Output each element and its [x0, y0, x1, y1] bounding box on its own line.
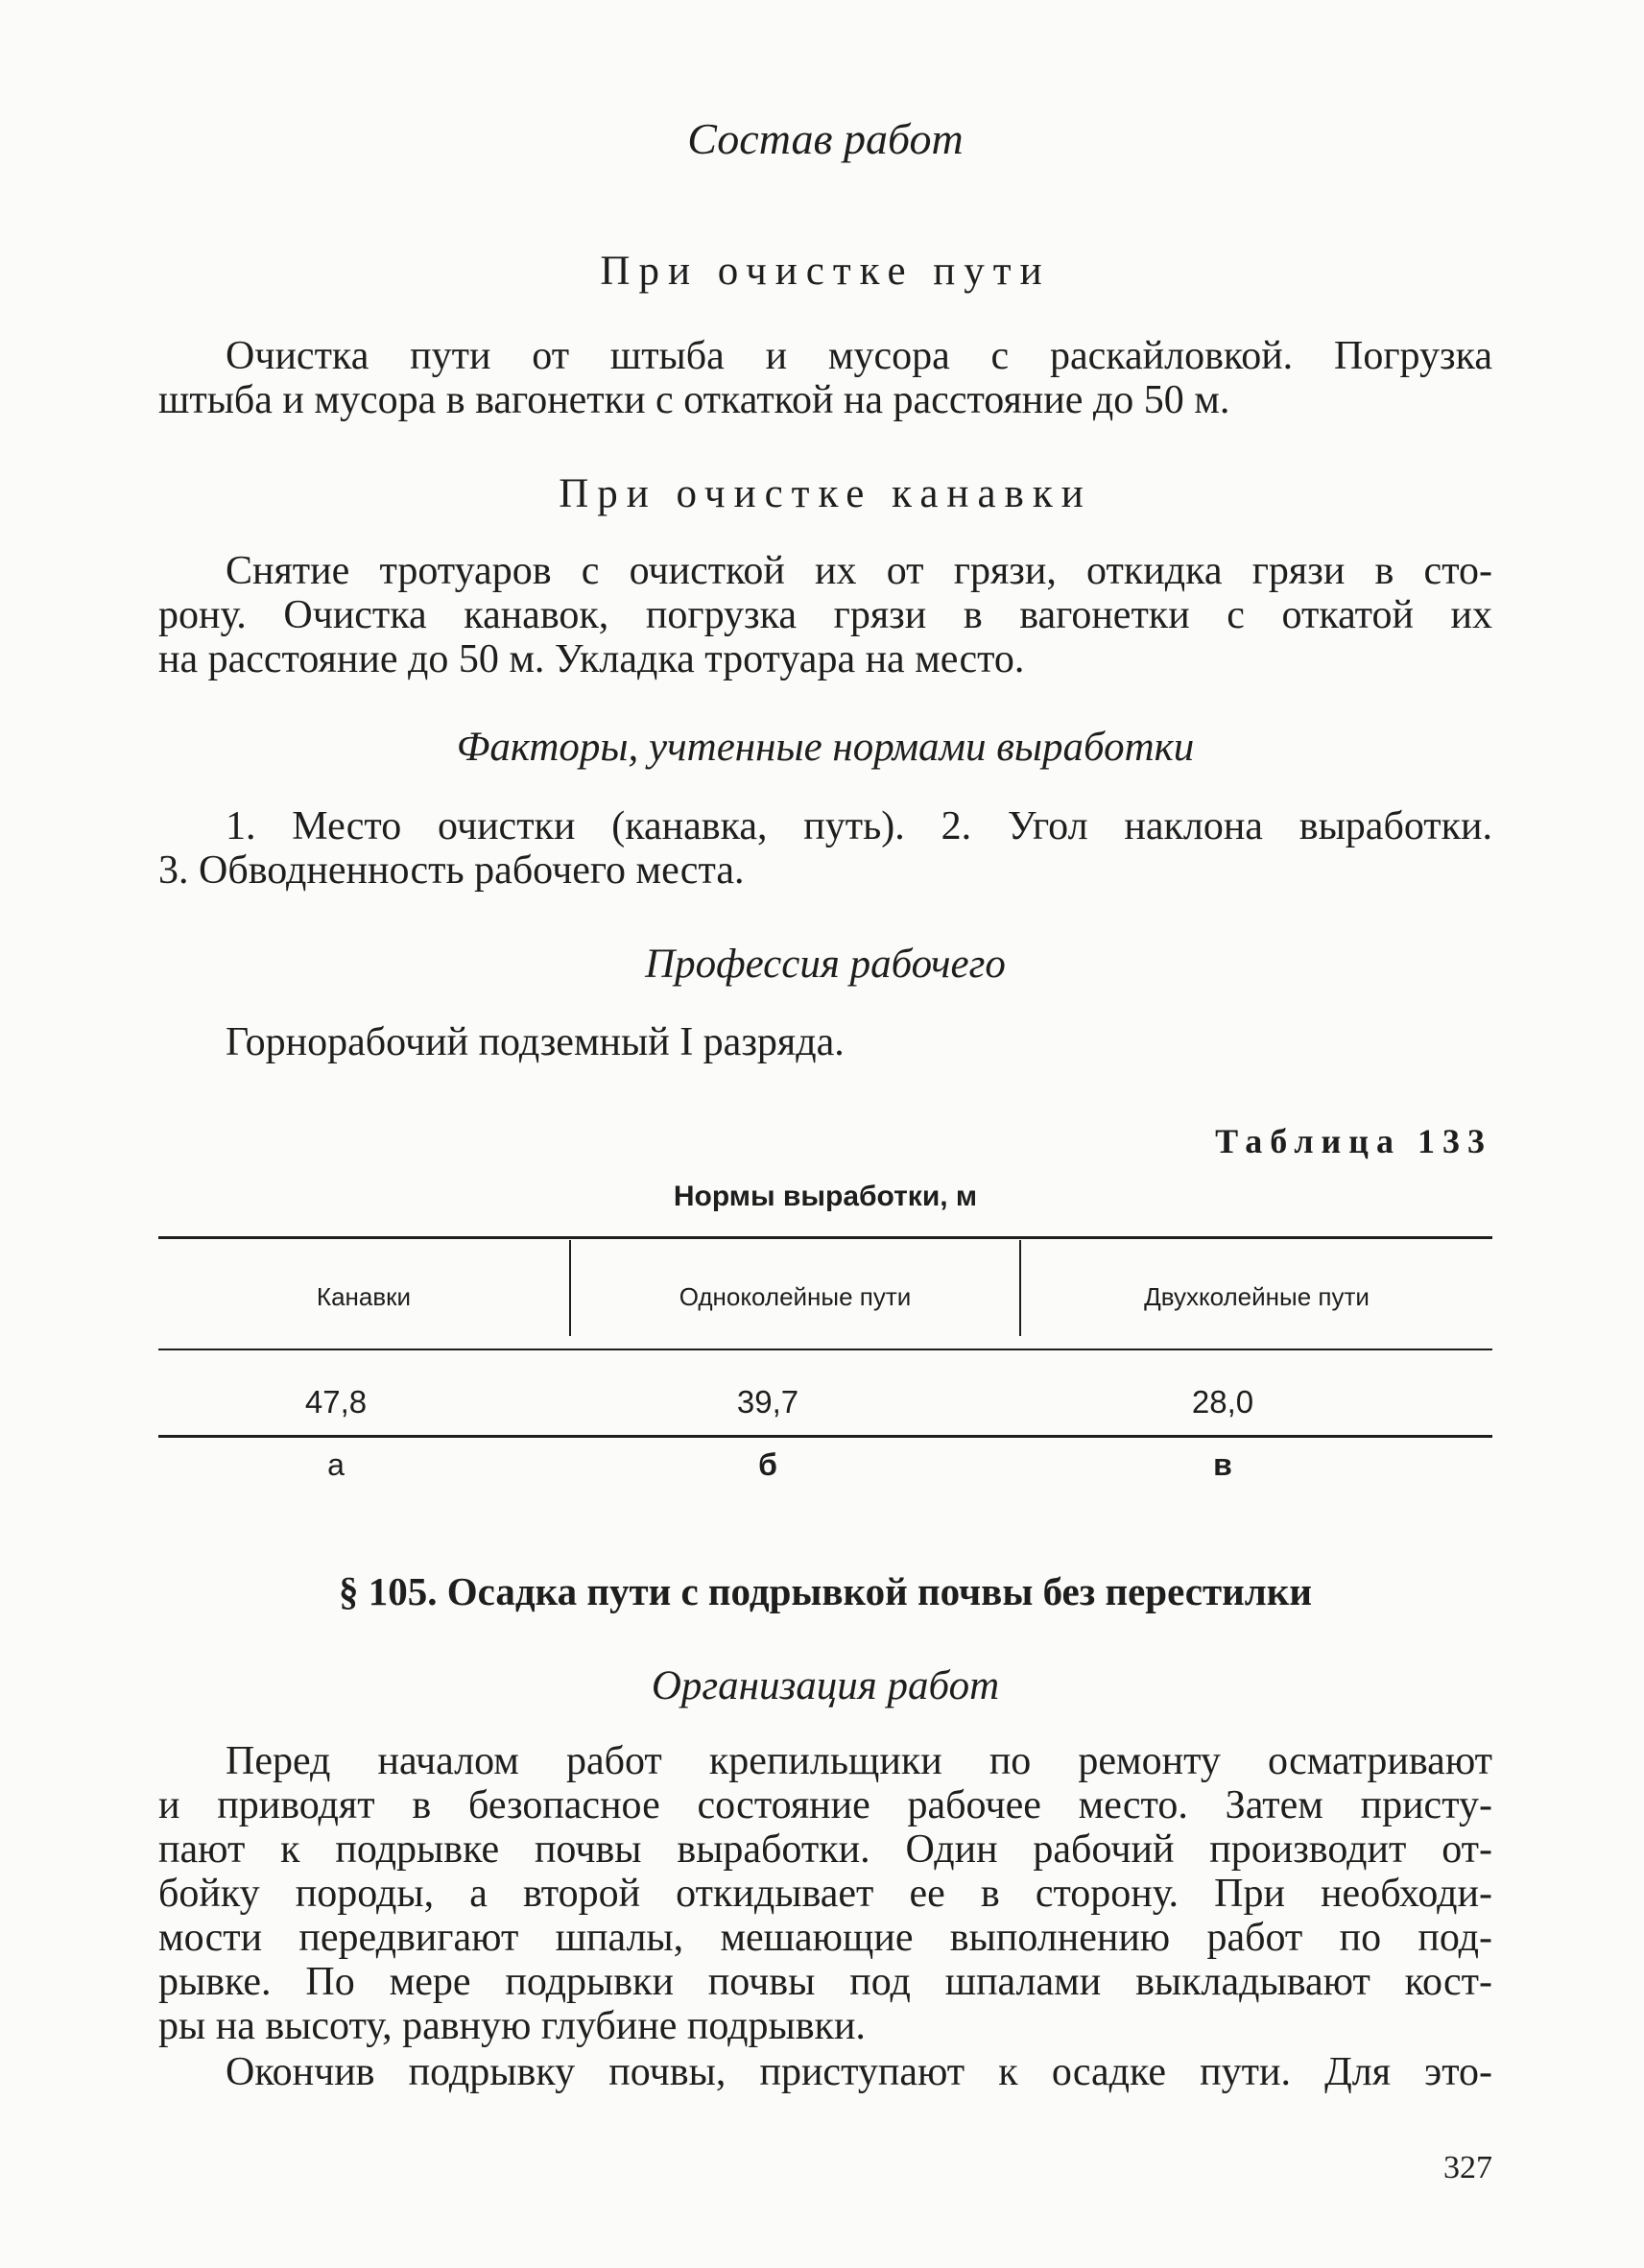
document-page — [158, 0, 1492, 2268]
text-line: мости передвигают шпалы, мешающие выполнению работ по под- — [158, 1916, 1492, 1960]
factors-paragraph — [158, 804, 1492, 893]
text-line: бойку породы, а второй откидывает ее в сторону. При необходи- — [158, 1872, 1492, 1916]
profession-heading: Профессия рабочего — [645, 942, 1006, 987]
value-ditches: 47,8 — [304, 1384, 368, 1420]
organization-paragraph-2 — [158, 2050, 1492, 2094]
text-line: ры на высоту, равную глубине подрывки. — [158, 2004, 866, 2048]
organization-heading: Организация работ — [651, 1663, 1000, 1708]
factors-heading: Факторы, учтенные нормами выработки — [456, 725, 1195, 770]
text-line: на расстояние до 50 м. Укладка тротуара на место. — [158, 637, 1025, 681]
text-line: 1. Место очистки (канавка, путь). 2. Угол наклона выработки. — [226, 804, 1492, 848]
ditch-cleaning-heading: При очистке канавки — [559, 471, 1092, 516]
text-line: штыба и мусора в вагонетки с откаткой на расстояние до 50 м. — [158, 378, 1230, 422]
text-line: 3. Обводненность рабочего места. — [158, 848, 745, 893]
text-line: рывке. По мере подрывки почвы под шпалами выкладывают кост- — [158, 1960, 1492, 2004]
text-line: и приводят в безопасное состояние рабочее место. Затем присту- — [158, 1783, 1492, 1827]
ditch-cleaning-paragraph — [158, 549, 1492, 681]
text-line: Перед началом работ крепильщики по ремонту осматривают — [226, 1739, 1492, 1783]
track-cleaning-heading: При очистке пути — [600, 249, 1051, 294]
text-line: Горнорабочий подземный I разряда. — [226, 1020, 845, 1064]
track-cleaning-paragraph — [158, 334, 1492, 422]
value-single-track: 39,7 — [736, 1384, 799, 1420]
text-line: Очистка пути от штыба и мусора с раскайловкой. Погрузка — [226, 334, 1492, 378]
text-line: пают к подрывке почвы выработки. Один рабочий производит от- — [158, 1827, 1492, 1872]
value-double-track: 28,0 — [1191, 1384, 1254, 1420]
composition-heading: Состав работ — [687, 114, 964, 163]
table-header-rule — [158, 1349, 1492, 1350]
profession-paragraph — [158, 1020, 1492, 1064]
text-line: рону. Очистка канавок, погрузка грязи в вагонетки с откатой их — [158, 593, 1492, 637]
table-bottom-rule — [158, 1435, 1492, 1438]
header-double-track: Двухколейные пути — [1144, 1282, 1370, 1311]
header-single-track: Одноколейные пути — [679, 1282, 912, 1311]
table-top-rule — [158, 1236, 1492, 1239]
text-line: Снятие тротуаров с очисткой их от грязи, откидка грязи в сто- — [226, 549, 1492, 593]
page-number: 327 — [1443, 2150, 1492, 2185]
text-line: Окончив подрывку почвы, приступают к осадке пути. Для это- — [226, 2050, 1492, 2094]
organization-paragraph-1 — [158, 1739, 1492, 2048]
table-label: Таблица 133 — [1215, 1122, 1492, 1160]
column-mark-a: а — [327, 1447, 345, 1482]
table-title: Нормы выработки, м — [673, 1181, 978, 1212]
column-mark-b: б — [758, 1447, 777, 1482]
column-mark-v: в — [1213, 1447, 1232, 1482]
header-ditches: Канавки — [316, 1282, 412, 1311]
section-title: § 105. Осадка пути с подрывкой почвы без перестилки — [338, 1569, 1312, 1613]
